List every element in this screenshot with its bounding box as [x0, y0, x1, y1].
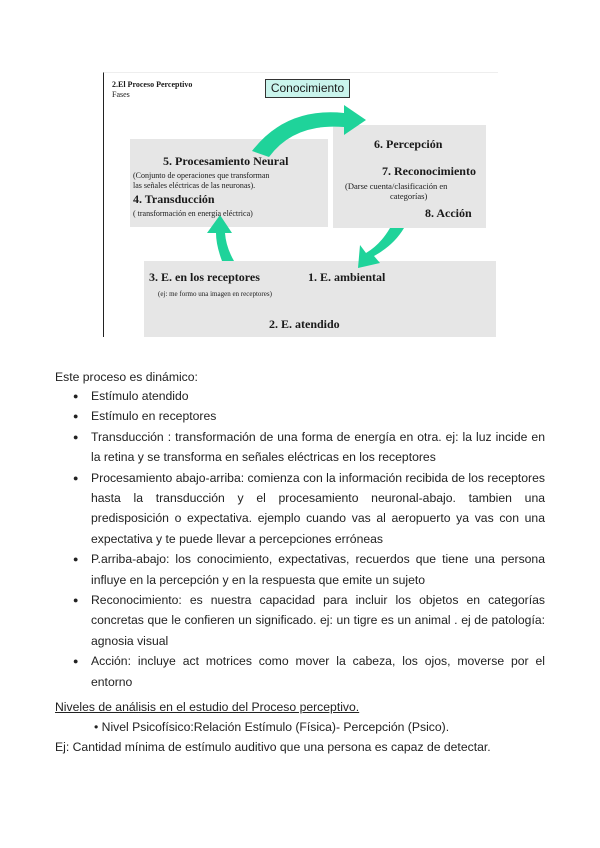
list-item: ● Procesamiento abajo-arriba: comienza con la información recibida de los receptores hasta la transducción y el procesamiento neuronal-abajo. tambien una predisposición o expectativa. ejemplo cuando vas al aeropuerto ya vas con una expectativa y te puede llevar a percepciones erróneas — [55, 468, 545, 550]
process-diagram — [103, 72, 498, 337]
recognition-title: 7. Reconocimiento — [382, 164, 476, 178]
neural-processing-desc-2: las señales eléctricas de las neuronas). — [133, 181, 256, 190]
bullet-icon: ● — [73, 391, 79, 401]
psychophysical-level-item: • Nivel Psicofísico:Relación Estímulo (Física)- Percepción (Psico). — [94, 720, 450, 734]
neural-processing-title: 5. Procesamiento Neural — [163, 154, 289, 168]
diagram-title: 2.El Proceso Perceptivo — [112, 80, 193, 89]
bullet-icon: ● — [73, 411, 79, 422]
attended-stimulus-title: 2. E. atendido — [269, 317, 340, 331]
example-line: Ej: Cantidad mínima de estímulo auditivo que una persona es capaz de detectar. — [55, 740, 491, 754]
environmental-stimulus-title: 1. E. ambiental — [308, 270, 386, 284]
bullet-icon: ● — [73, 595, 79, 606]
phase-list — [55, 386, 545, 692]
levels-heading: Niveles de análisis en el estudio del Proceso perceptivo. — [55, 700, 360, 714]
recognition-desc-2: categorías) — [390, 191, 428, 201]
list-item: ● Estímulo atendido — [55, 386, 545, 406]
receptor-stimulus-desc: (ej: me formo una imagen en receptores) — [158, 290, 272, 298]
arrow-top — [252, 105, 366, 157]
bullet-icon: ● — [73, 431, 79, 442]
bullet-icon: ● — [73, 656, 79, 667]
arrow-left — [207, 215, 234, 261]
list-item: ● Transducción : transformación de una forma de energía en otra. ej: la luz incide en la retina y se transforma en señales eléctricas en los receptores — [55, 427, 545, 468]
bullet-icon: ● — [73, 472, 79, 483]
list-item: ● Estímulo en receptores — [55, 406, 545, 426]
transduction-title: 4. Transducción — [133, 192, 215, 206]
receptor-stimulus-title: 3. E. en los receptores — [149, 270, 260, 284]
list-item: ● Acción: incluye act motrices como mover la cabeza, los ojos, moverse por el entorno — [55, 651, 545, 692]
knowledge-label: Conocimiento — [265, 79, 350, 98]
bullet-icon: ● — [73, 554, 79, 565]
recognition-desc-1: (Darse cuenta/clasificación en — [345, 181, 448, 191]
transduction-desc: ( transformación en energía eléctrica) — [133, 209, 253, 218]
arrow-right — [358, 228, 404, 268]
list-item: ● P.arriba-abajo: los conocimiento, expectativas, recuerdos que tiene una persona influye en la percepción y en la respuesta que emite un sujeto — [55, 549, 545, 590]
list-item: ● Reconocimiento: es nuestra capacidad para incluir los objetos en categorías concretas que le confieren un significado. ej: un tigre es un animal . ej de patología: agnosia visual — [55, 590, 545, 651]
diagram-subtitle: Fases — [112, 90, 130, 99]
action-title: 8. Acción — [425, 206, 472, 220]
perception-title: 6. Percepción — [374, 137, 443, 151]
neural-processing-desc-1: (Conjunto de operaciones que transforman — [133, 171, 270, 180]
intro-text: Este proceso es dinámico: — [55, 370, 198, 384]
